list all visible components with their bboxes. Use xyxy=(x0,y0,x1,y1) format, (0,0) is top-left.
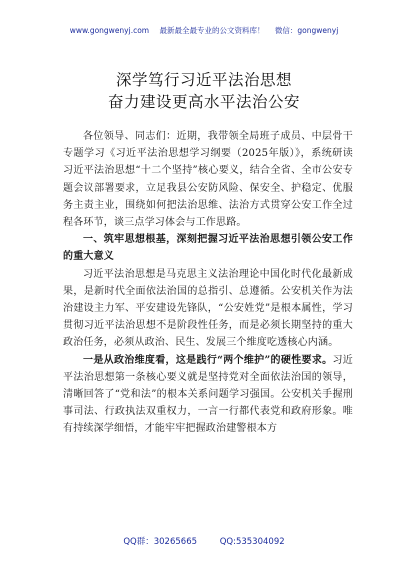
header-banner xyxy=(0,26,408,36)
footer-qq: QQ:535304092 xyxy=(219,537,285,547)
document-body xyxy=(63,128,353,438)
header-slogan: 最新最全最专业的公文资料库！ xyxy=(159,26,265,35)
document-title-line1: 深学笃行习近平法治思想 xyxy=(115,71,292,89)
paragraph-opening: 各位领导、同志们：近期，我带领全局班子成员、中层骨干专题学习《习近平法治思想学习纲要（2025年版）》，系统研读习近平法治思想“十二个坚持”核心要义，结合全省、全市公安专题会议部署要求，立足我县公安防风险、保安全、护稳定、优服务主责主业，围绕如何把法治思维、法治方式贯穿公安工作全过程各环节，谈三点学习体会与工作思路。 xyxy=(63,131,353,229)
section-heading-1: 一、筑牢思想根基，深刻把握习近平法治思想引领公安工作的重大意义 xyxy=(63,234,353,263)
header-website-link[interactable]: www.gongwenyj.com xyxy=(69,26,150,35)
footer-banner xyxy=(0,537,408,548)
paragraph-significance: 习近平法治思想是马克思主义法治理论中国化时代化最新成果，是新时代全面依法治国的总指引、总遵循。公安机关作为法治建设主力军、平安建设先锋队，“公安姓党”是根本属性，学习贯彻习近平法治思想不是阶段性任务，而是必须长期坚持的重大政治任务，必须从政治、民生、发展三个维度吃透核心内涵。 xyxy=(63,268,353,349)
header-wechat: 微信：gongwenyj xyxy=(274,26,339,35)
paragraph-lead-sentence: 一是从政治维度看，这是践行“两个维护”的硬性要求。 xyxy=(83,354,333,366)
footer-qq-group: QQ群：30265665 xyxy=(123,537,198,547)
document-title-line2: 奋力建设更高水平法治公安 xyxy=(107,93,300,111)
paragraph-rest: 习近平法治思想第一条核心要义就是坚持党对全面依法治国的领导，清晰回答了“党和法”的根本关系问题学习强国。公安机关手握刑事司法、行政执法双重权力，一言一行都代表党和政府形象。唯有持续深学细悟，才能牢牢把握政治建警根本方 xyxy=(63,354,353,435)
paragraph-political-dimension xyxy=(63,352,353,438)
